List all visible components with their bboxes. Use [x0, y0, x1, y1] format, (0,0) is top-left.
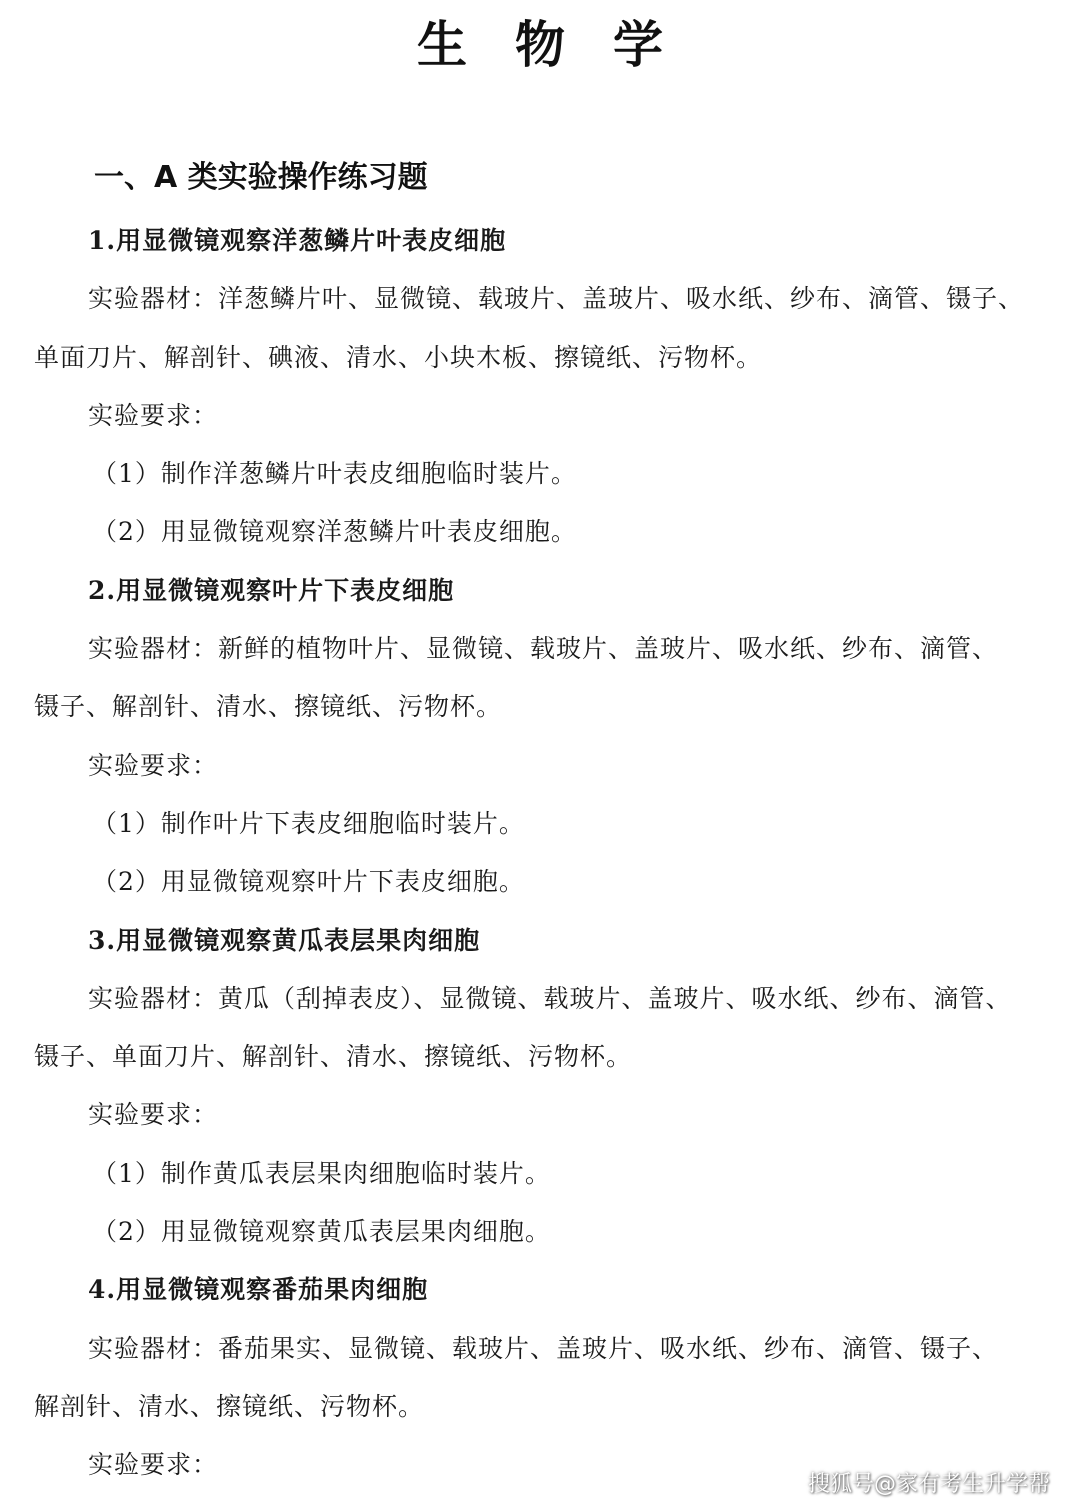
requirement-item: （1）制作叶片下表皮细胞临时装片。 [92, 808, 525, 838]
materials-line: 镊子、单面刀片、解剖针、清水、擦镜纸、污物杯。 [34, 1042, 633, 1072]
materials-line: 镊子、解剖针、清水、擦镜纸、污物杯。 [34, 692, 503, 722]
materials-line: 实验器材：番茄果实、显微镜、载玻片、盖玻片、吸水纸、纱布、滴管、镊子、 [88, 1333, 999, 1363]
materials-line: 实验器材：黄瓜（刮掉表皮）、显微镜、载玻片、盖玻片、吸水纸、纱布、滴管、 [88, 983, 1012, 1013]
requirement-item: （2）用显微镜观察洋葱鳞片叶表皮细胞。 [92, 517, 577, 547]
requirement-item: （2）用显微镜观察黄瓜表层果肉细胞。 [92, 1217, 551, 1247]
watermark: 搜狐号@家有考生升学帮 [807, 1472, 1050, 1497]
document-body [34, 212, 1054, 1495]
materials-line: 解剖针、清水、擦镜纸、污物杯。 [34, 1391, 425, 1421]
requirements-label: 实验要求： [88, 400, 219, 430]
requirements-label: 实验要求： [88, 750, 219, 780]
section-heading: 一、A 类实验操作练习题 [94, 160, 428, 195]
materials-line: 实验器材：新鲜的植物叶片、显微镜、载玻片、盖玻片、吸水纸、纱布、滴管、 [88, 634, 999, 664]
item-heading: 1.用显微镜观察洋葱鳞片叶表皮细胞 [88, 226, 507, 255]
requirements-label: 实验要求： [88, 1450, 219, 1480]
requirement-item: （2）用显微镜观察叶片下表皮细胞。 [92, 867, 525, 897]
materials-line: 单面刀片、解剖针、碘液、清水、小块木板、擦镜纸、污物杯。 [34, 342, 763, 372]
requirements-label: 实验要求： [88, 1100, 219, 1130]
item-heading: 3.用显微镜观察黄瓜表层果肉细胞 [88, 925, 481, 955]
requirement-item: （1）制作黄瓜表层果肉细胞临时装片。 [92, 1158, 551, 1188]
requirement-item: （1）制作洋葱鳞片叶表皮细胞临时装片。 [92, 459, 577, 489]
materials-line: 实验器材：洋葱鳞片叶、显微镜、载玻片、盖玻片、吸水纸、纱布、滴管、镊子、 [88, 284, 1025, 314]
item-heading: 2.用显微镜观察叶片下表皮细胞 [88, 575, 455, 605]
item-heading: 4.用显微镜观察番茄果肉细胞 [88, 1275, 429, 1305]
page-title: 生物学 [417, 16, 711, 74]
